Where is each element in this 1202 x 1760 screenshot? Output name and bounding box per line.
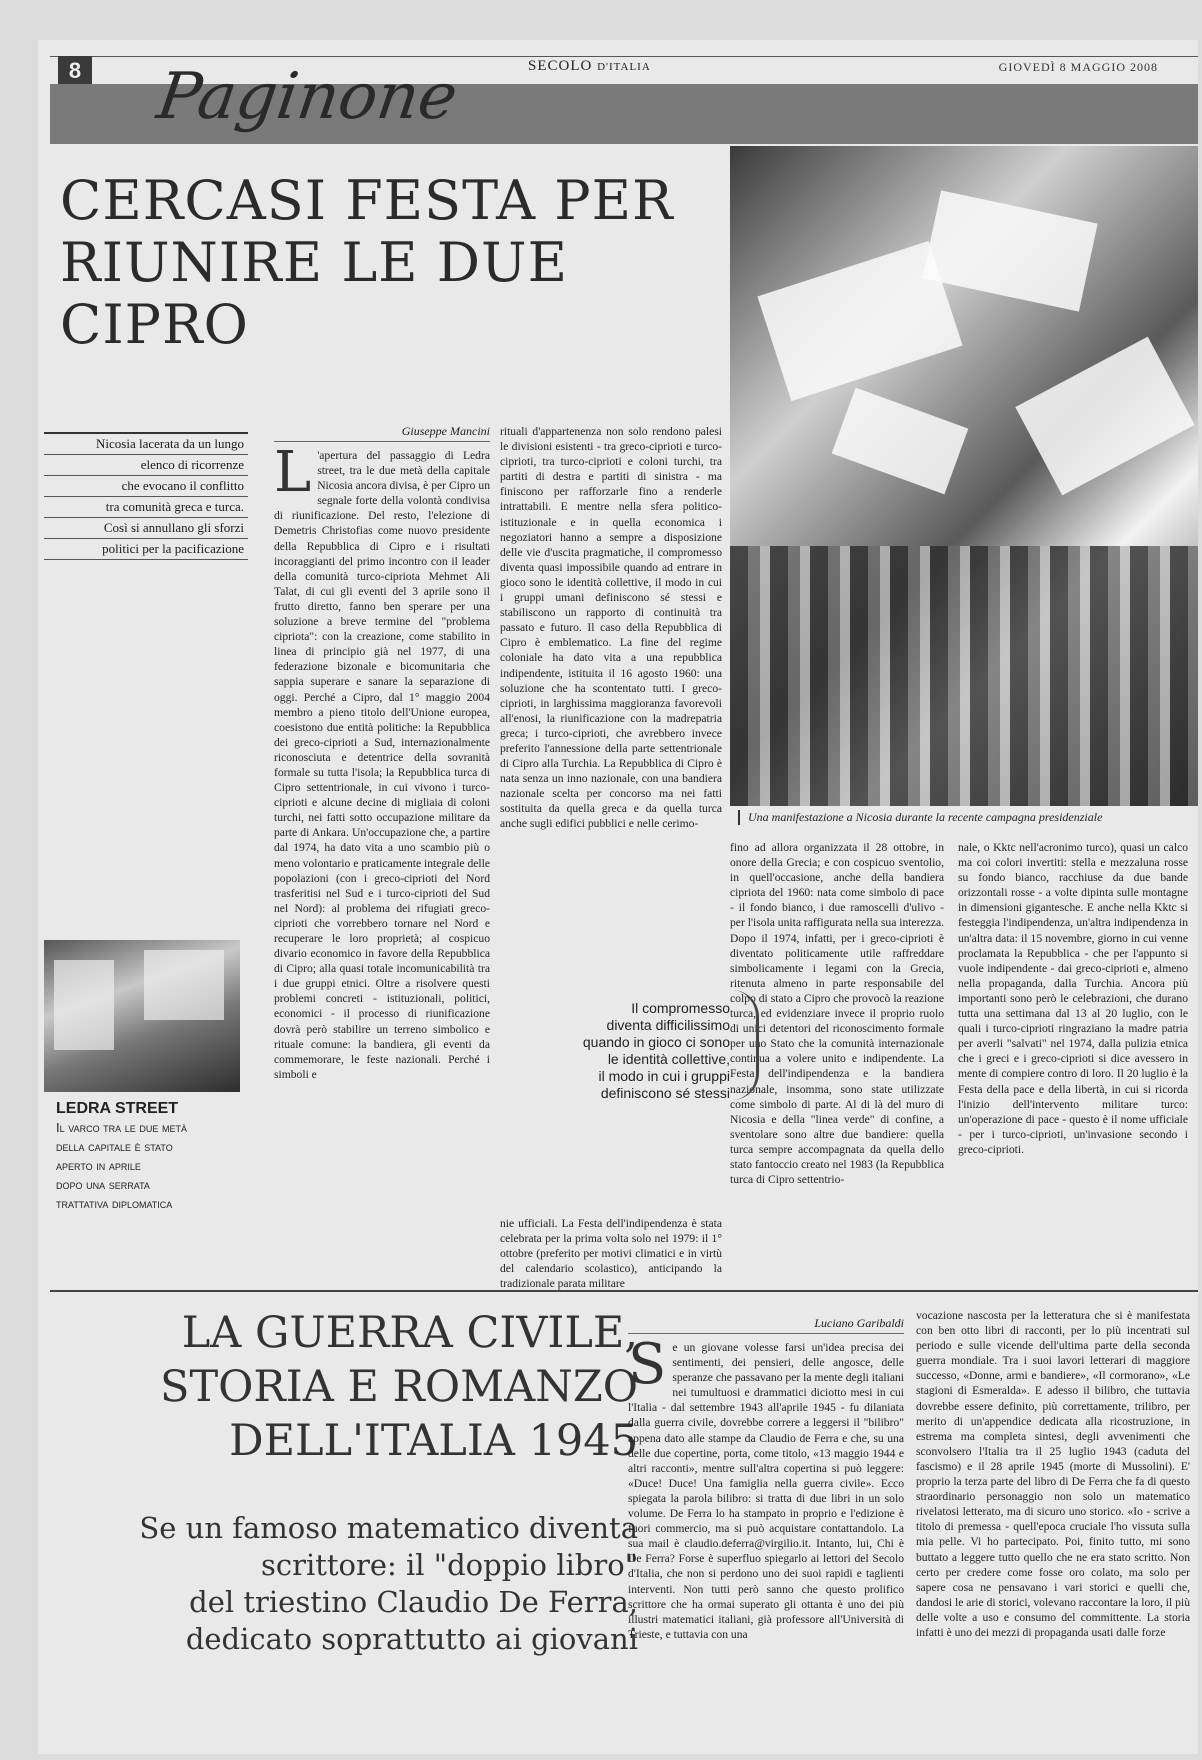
crowd-shape: [730, 546, 1198, 806]
flag-shape: [832, 388, 969, 495]
newspaper-name-small: D'ITALIA: [597, 61, 651, 73]
article1-column-2b: nie ufficiali. La Festa dell'indipendenza è stata celebrata per la prima volta solo nel 1979: il 1° ottobre (preferito per motivi climatici e in virtù del calendario scolastico), anticipando la tradizionale parata militare: [500, 1217, 722, 1291]
article2-subhead: Se un famoso matematico diventa scrittore: il "doppio libro" del triestino Claudio De Ferra, dedicato soprattutto ai giovani: [139, 1511, 638, 1656]
photo-caption: Una manifestazione a Nicosia durante la recente campagna presidenziale: [738, 810, 1202, 825]
article1-column-4: nale, o Kktc nell'acronimo turco), quasi un calco ma coi colori invertiti: stella e mezzaluna rosse su fondo bianco, racchiuse da due bande orizzontali rosse - a volte dipinta sulle montagne in dimensioni gigantesche. E anche nella Kktc si festeggia l'indipendenza, un'altra indipendenza in un'altra data: il 15 novembre, giorno in cui venne proclamata la Repubblica - che per l'appunto si vuole indipendente - dai greco-ciprioti e, almeno nella propaganda, dalla Turchia. Ancora più importanti sono però le celebrazioni, che durano tutta una settimana dal 13 al 20 luglio, con le quali i turco-ciprioti ringraziano la madre patria per averli "salvati" nel 1974, dalla pulizia etnica che i greci e i greco-ciprioti si dice avessero in mente di compiere contro di loro. Il 20 luglio è la Festa della pace e della libertà, in cui si ricorda l'inizio dell'intervento militare turco: un'operazione di pace - questo è il nome ufficiale - per i turco-ciprioti, un'invasione secondo i greco-ciprioti.: [958, 841, 1188, 1156]
article1-byline: Giuseppe Mancini: [274, 424, 490, 442]
pull-quote-bracket: [732, 990, 759, 1100]
article2-column-1: [628, 1340, 904, 1760]
flag-shape: [1015, 337, 1194, 496]
summary-line: che evocano il conflitto: [44, 476, 248, 497]
ledra-street-title: LEDRA STREET: [56, 1100, 179, 1117]
building-shape: [54, 960, 114, 1050]
page-number: 8: [58, 56, 92, 86]
article2-col1-text: e un giovane volesse farsi un'idea precisa dei sentimenti, dei pensieri, delle angosce, delle speranze che passavano per la mente degli italiani nei tumultuosi e drammatici diciotto mesi in cui l'Italia - dal settembre 1943 all'aprile 1945 - fu dilaniata dalla guerra civile, dovrebbe correre a leggersi il "bilibro" appena dato alle stampe da Claudio de Ferra e che, su una delle due copertine, porta, come titolo, «13 maggio 1944 e altri racconti», mentre sull'altra copertina si può leggere: «Duce! Duce! Una famiglia nella guerra civile». Ecco spiegata la parola bilibro: si tratta di due libri in un solo volume. De Ferra lo ha stampato in proprio e l'edizione è fuori commercio, ma si può acquistare contattandolo. La sua mail è claudio.deferra@virgilio.it. Intanto, lui, Chi è De Ferra? Forse è superfluo spiegarlo ai lettori del Secolo d'Italia, che non si perdono uno dei suoi rapidi e taglienti interventi. Non tutti però sanno che questo prolifico scrittore che ha ormai superato gli ottanta è uno dei più illustri matematici italiani, già professore all'Università di Trieste, e tuttavia con una: [628, 1341, 904, 1641]
article2-byline: Luciano Garibaldi: [628, 1316, 904, 1334]
issue-date: GIOVEDÌ 8 MAGGIO 2008: [998, 60, 1158, 74]
ledra-street-text: Il varco tra le due metà della capitale è stato aperto in aprile dopo una serrata trattativa diplomatica: [56, 1120, 188, 1211]
rally-photo: [730, 146, 1198, 806]
drop-cap: L: [274, 448, 312, 505]
ledra-street-box: [56, 1100, 246, 1213]
summary-line: tra comunità greca e turca.: [44, 497, 248, 518]
article2-column-2: vocazione nascosta per la letteratura che si è manifestata con ben otto libri di racconti, per lo più incentrati sul periodo e sulle vicende dell'ultima parte della seconda guerra mondiale. Tra i suoi lavori letterari di maggiore successo, «Donne, armi e bandiere», «Il cormorano», «Le stagioni di Esmeralda». E adesso il bilibro, che tuttavia dovrebbe essere definito, più correttamente, trilibro, per merito di un'appendice dedicata alla ricostruzione, in estrema ma completa sintesi, degli avvenimenti che sconvolsero l'Italia tra il 25 luglio 1943 (caduta del fascismo) e il 28 aprile 1945 (morte di Mussolini). E' proprio la terza parte del libro di De Ferra che fa di questo straordinario personaggio non solo un matematico rivelatosi letterato, ma di sicuro uno storico. «Io - scrive a titolo di premessa - quell'epoca cruciale l'ho vissuta sulla mia pelle. Vi ho partecipato. Poi, finito tutto, mi sono buttato a leggere tutto quello che ne era stato scritto. Non certo per credere come fosse oro colato, ma solo per sapere cosa ne pensavano i vari storici e quelli che, dandosi le arie di storici, volevano raccontare la loro, il più delle volte a uso e consumo del committente. La storia infatti è uno dei mezzi di propaganda usati dalle forze: [916, 1309, 1190, 1639]
drop-cap: S: [628, 1340, 667, 1397]
summary-line: Così si annullano gli sforzi: [44, 518, 248, 539]
summary-line: Nicosia lacerata da un lungo: [44, 434, 248, 455]
article1-column-3: fino ad allora organizzata il 28 ottobre, in onore della Grecia; e con cospicuo sventolio, in quell'occasione, anche della bandiera cipriota del 1960: nata come simbolo di pace - il fondo bianco, i due ramoscelli d'ulivo - per l'isola unita raffigurata nella sua interezza. Dopo il 1974, infatti, per i greco-ciprioti è diventato politicamente utile raffreddare simbolicamente i legami con la Grecia, ritenuta almeno in parte responsabile del colpo di stato a Cipro che provocò la reazione turca, ed evidenziare invece il proprio ruolo di unici detentori del riconoscimento formale per uno Stato che la comunità internazionale continua a volere unito e indipendente. La Festa dell'indipendenza e la bandiera nazionale, insomma, sono state utilizzate come simbolo di parte. Al di là del muro di Nicosia e della "linea verde" di confine, a sventolare sono altre due bandiere: quella turca sempre accompagnata da quella dello stato fantoccio creato nel 1983 (la Repubblica turca di Cipro settentrio-: [730, 841, 944, 1187]
article1-summary: [44, 432, 248, 560]
building-shape: [144, 950, 224, 1020]
flag-shape: [922, 190, 1097, 311]
article1-col1-text: 'apertura del passaggio di Ledra street, tra le due metà della capitale Nicosia ancora divisa, è per Cipro un segnale forte della volontà condivisa di riunificazione. Del resto, l'elezione di Demetris Christofias come nuovo presidente della Repubblica di Cipro e i risultati incoraggianti del primo incontro con il leader della comunità turco-cipriota Mehmet Ali Talat, di cui gli eventi del 3 aprile sono il frutto diretto, fanno ben sperare per una soluzione a breve termine del "problema cipriota": con la creazione, come stabilito in linea di principio già nel 1977, di una federazione bizonale e bicomunitaria che sappia superare e sanare la separazione di oggi. Perché a Cipro, dal 1° maggio 2004 membro a pieno titolo dell'Unione europea, coesistono due entità politiche: la Repubblica dei greco-ciprioti a Sud, internazionalmente riconosciuta e detentrice della sovranità formale su tutta l'isola; la Repubblica turca di Cipro settentrionale, in cui vivono i turco-ciprioti e alcune decine di migliaia di coloni turchi, nei fatti sotto occupazione militare da parte di Ankara. Un'occupazione che, a partire dal 1974, ha dato vita a uno scambio più o meno volontario e praticamente integrale delle popolazioni (con i greco-ciprioti del Nord trasferitisi nel Sud e i turco-ciprioti del Sud nel Nord): al problema dei rifugiati greco-ciprioti che vorrebbero tornare nel Nord e recuperare le loro proprietà; al cospicuo divario economico in favore della Repubblica di Cipro; alla quasi totale incomunicabilità tra i due gruppi etnici. Oltre a risolvere questi problemi concreti - istituzionali, politici, economici - il processo di riunificazione dovrà però stabilire un terreno simbolico e rituale comune: la bandiera, gli eventi da commemorare, le feste nazionali. Perché i simboli e: [274, 449, 490, 1081]
ledra-street-photo: [44, 940, 240, 1092]
article2-headline: LA GUERRA CIVILE, STORIA E ROMANZO DELL'ITALIA 1945: [160, 1308, 638, 1466]
newspaper-name: [528, 58, 651, 75]
pull-quote: Il compromesso diventa difficilissimo quando in gioco ci sono le identità collettive, il modo in cui i gruppi definiscono sé stessi: [582, 1000, 730, 1101]
newspaper-name-main: SECOLO: [528, 58, 593, 74]
section-title: Paginone: [152, 60, 462, 134]
article1-column-2: rituali d'appartenenza non solo rendono palesi le divisioni esistenti - tra greco-ciprioti e turco-ciprioti, tra turco-ciprioti e coloni turchi, tra partiti di destra e partiti di sinistra - ma finiscono per rafforzarle fino a renderle intrattabili. E mentre nella sfera politico-istituzionale e in quella economica i negoziatori hanno a sempre a disposizione delle vie d'uscita pragmatiche, il compromesso diventa quasi impossibile quando ad entrare in gioco sono le identità collettive, il modo in cui i gruppi umani definiscono sé stessi e stabiliscono un rapporto di continuità tra passato e futuro. Il caso della Repubblica di Cipro è emblematico. La fine del regime coloniale ha dato vita a una repubblica indipendente, istituita il 16 agosto 1960: una soluzione che ha scontentato tutti. I greco-ciprioti, in larghissima maggioranza favorevoli all'enosi, la riunificazione con la madrepatria greca; i turco-ciprioti, che avrebbero invece preferito l'annessione della parte settentrionale di Cipro alla Turchia. La Repubblica di Cipro è nata senza un inno nazionale, con una bandiera nazionale scelta per concorso ma nei fatti sostituita da quella greca e da quella turca anche sugli edifici pubblici e nelle cerimo-: [500, 425, 722, 831]
article1-column-1: [274, 448, 490, 1298]
summary-line: politici per la pacificazione: [44, 539, 248, 560]
article-divider: [50, 1290, 1198, 1292]
article1-headline: CERCASI FESTA PER RIUNIRE LE DUE CIPRO: [60, 169, 674, 356]
summary-line: elenco di ricorrenze: [44, 455, 248, 476]
newspaper-page: [38, 40, 1198, 1754]
